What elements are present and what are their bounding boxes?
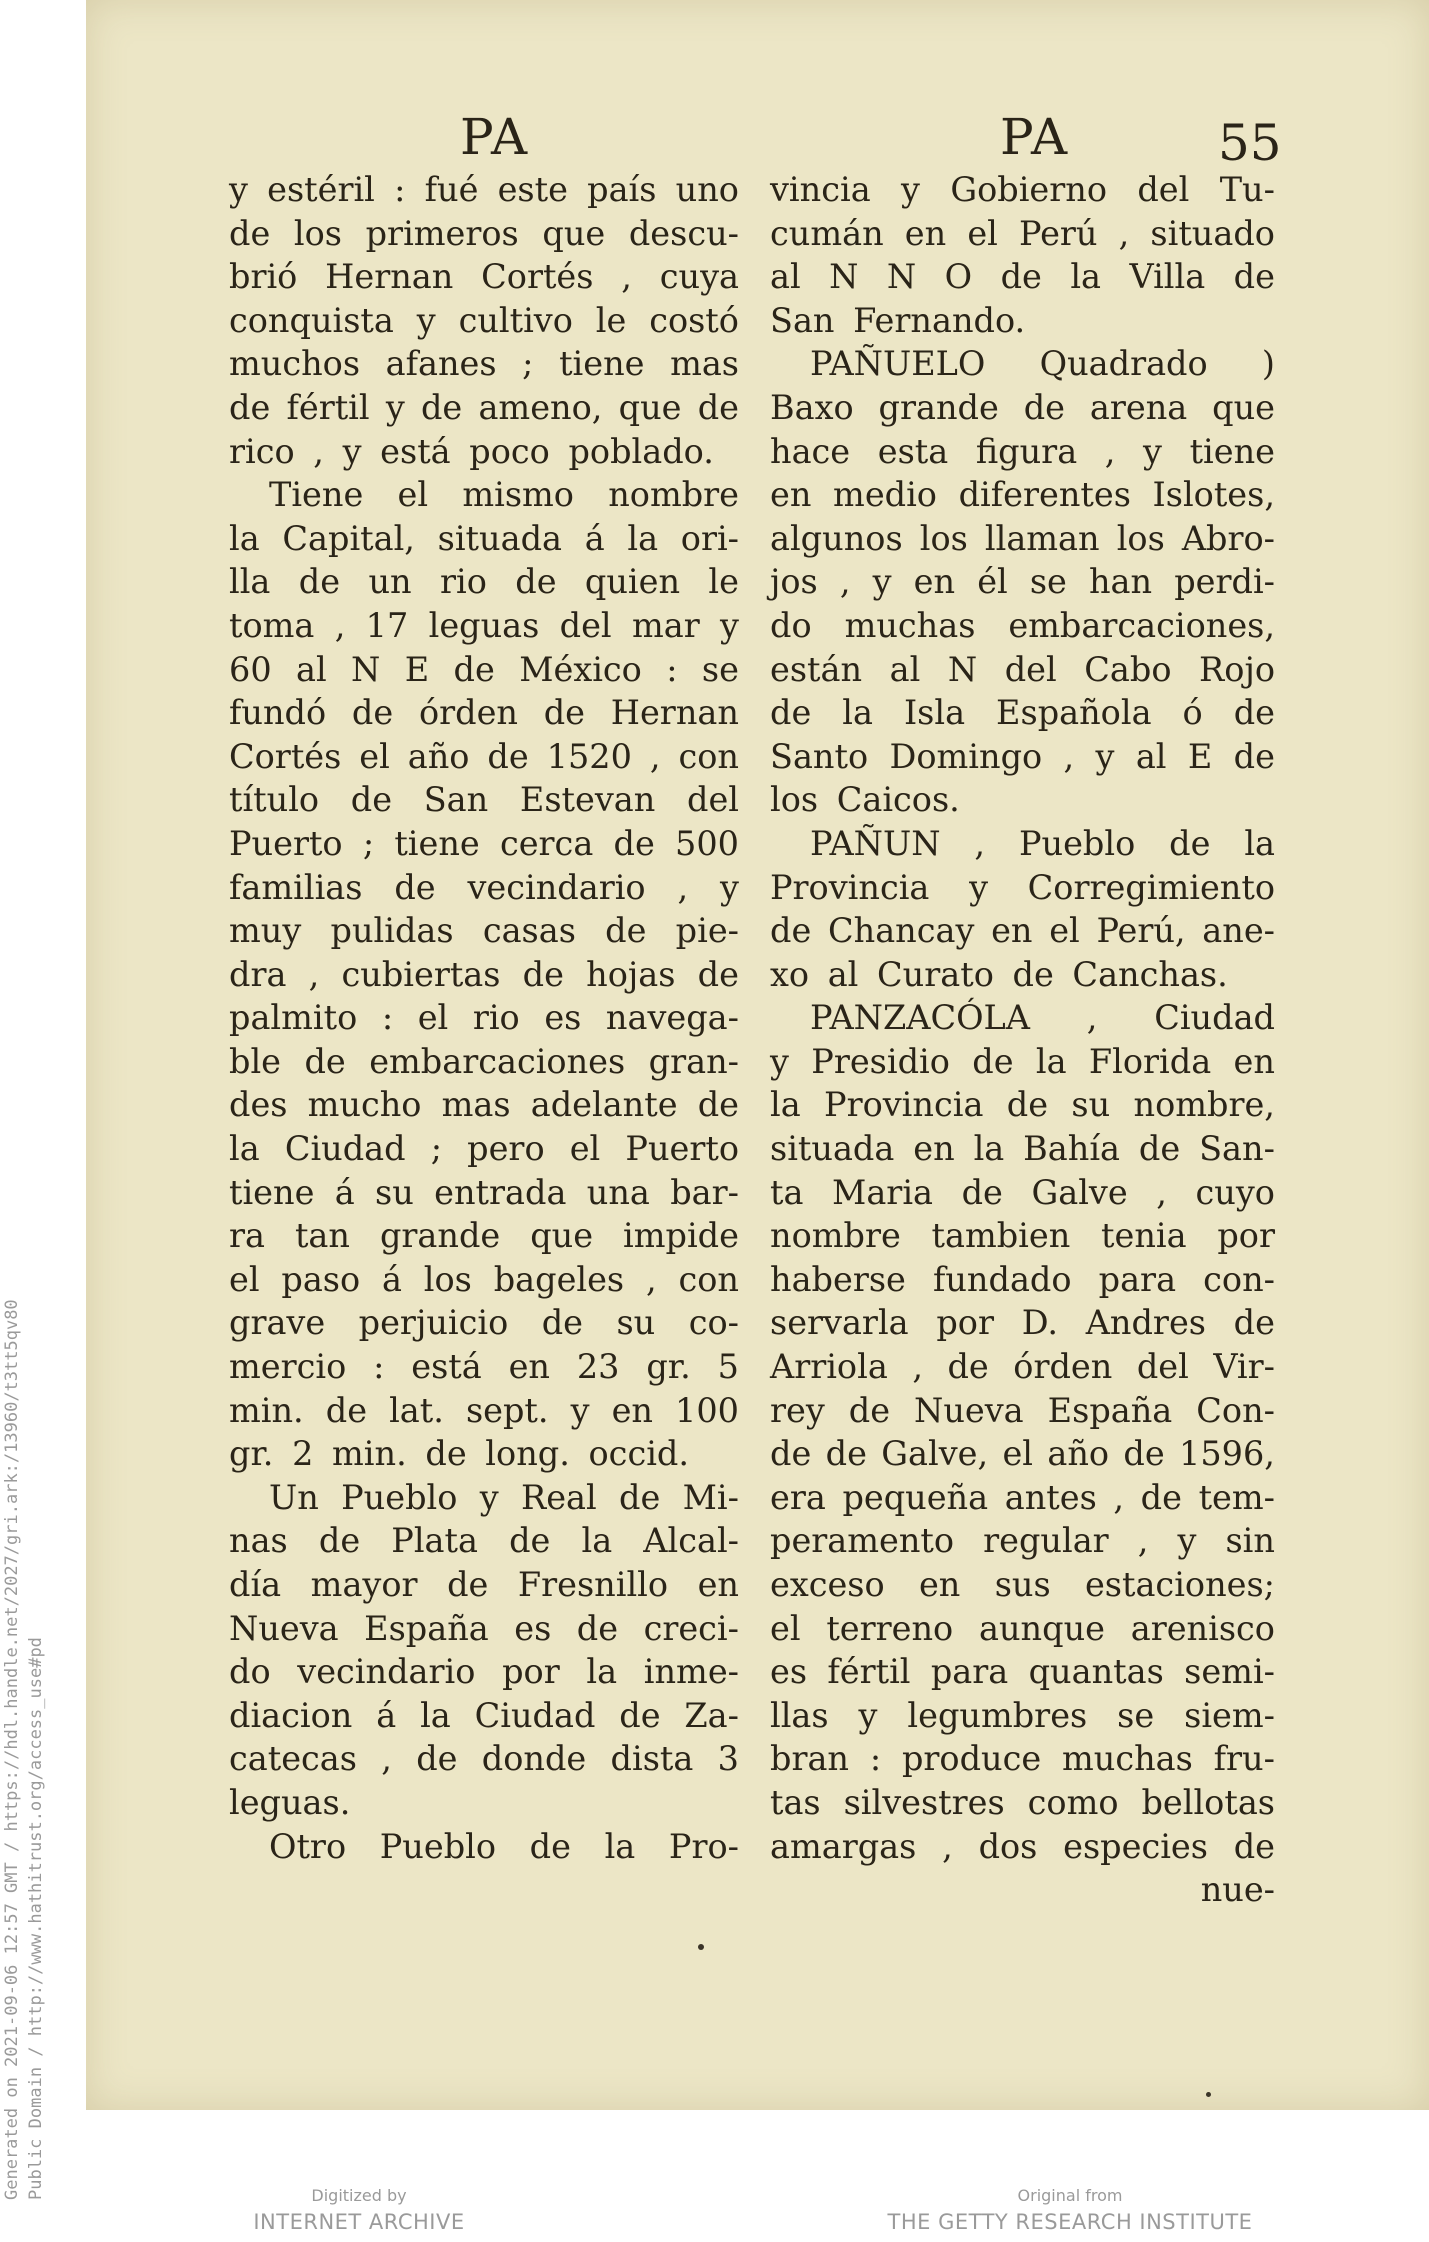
- text-line: brió Hernan Cortés , cuya: [229, 257, 739, 297]
- text-line: gr. 2 min. de long. occid.: [229, 1434, 690, 1474]
- text-line: Arriola , de órden del Vir-: [770, 1347, 1275, 1387]
- text-line: fundó de órden de Hernan: [229, 693, 739, 733]
- text-line: tiene á su entrada una bar-: [229, 1172, 739, 1212]
- text-line: y estéril : fué este país uno: [229, 170, 739, 209]
- digitized-by-label: Digitized by: [311, 2186, 407, 2205]
- text-line: la Ciudad ; pero el Puerto: [229, 1129, 739, 1169]
- text-line: do muchas embarcaciones,: [770, 605, 1275, 645]
- getty-institute-label: THE GETTY RESEARCH INSTITUTE: [887, 2210, 1253, 2234]
- text-line: hace esta figura , y tiene: [770, 431, 1275, 471]
- internet-archive-label: INTERNET ARCHIVE: [253, 2210, 465, 2234]
- text-line: de Chancay en el Perú, ane-: [770, 911, 1275, 951]
- text-line: de la Isla Española ó de: [770, 693, 1275, 733]
- text-line: llas y legumbres se siem-: [770, 1695, 1275, 1735]
- text-line: muchos afanes ; tiene mas: [229, 344, 739, 384]
- text-line: dra , cubiertas de hojas de: [229, 954, 739, 994]
- ink-speck: [1206, 2092, 1211, 2097]
- text-line: servarla por D. Andres de: [770, 1303, 1275, 1343]
- text-line: jos , y en él se han perdi-: [770, 562, 1275, 602]
- text-line: palmito : el rio es navega-: [229, 998, 739, 1038]
- text-line: al N N O de la Villa de: [770, 257, 1275, 297]
- left-text-column: [229, 168, 739, 1868]
- original-from-label: Original from: [1017, 2186, 1123, 2205]
- stamp-license-line: Public Domain / http://www.hathitrust.org/access_use#pd: [26, 1637, 46, 2200]
- text-line: Nueva España es de creci-: [229, 1608, 739, 1648]
- text-line: familias de vecindario , y: [229, 867, 739, 907]
- text-line: era pequeña antes , de tem-: [770, 1477, 1275, 1517]
- text-line: tas silvestres como bellotas: [770, 1782, 1275, 1822]
- text-line: el terreno aunque arenisco: [770, 1608, 1275, 1648]
- text-line: Baxo grande de arena que: [770, 387, 1275, 427]
- text-line: exceso en sus estaciones;: [770, 1565, 1275, 1604]
- text-line: nue-: [1200, 1870, 1275, 1910]
- text-line: la Capital, situada á la ori-: [229, 518, 739, 558]
- right-text-column: [770, 168, 1275, 1912]
- text-line: y Presidio de la Florida en: [770, 1041, 1275, 1081]
- text-line: nombre tambien tenia por: [770, 1216, 1275, 1256]
- text-line: peramento regular , y sin: [770, 1521, 1275, 1561]
- page-number: 55: [1218, 114, 1282, 172]
- text-line: haberse fundado para con-: [770, 1259, 1275, 1299]
- text-line: amargas , dos especies de: [770, 1826, 1275, 1866]
- text-line: leguas.: [229, 1782, 351, 1822]
- text-line: la Provincia de su nombre,: [770, 1085, 1275, 1125]
- hathitrust-stamp: [0, 1100, 48, 2200]
- text-line: es fértil para quantas semi-: [770, 1652, 1275, 1692]
- text-line: 60 al N E de México : se: [229, 649, 739, 689]
- text-line: min. de lat. sept. y en 100: [229, 1390, 739, 1430]
- text-line: des mucho mas adelante de: [229, 1085, 739, 1125]
- running-header-right: PA: [1000, 108, 1070, 166]
- text-line: Puerto ; tiene cerca de 500: [229, 823, 739, 863]
- text-line: vincia y Gobierno del Tu-: [770, 170, 1275, 209]
- text-line: el paso á los bageles , con: [229, 1259, 739, 1299]
- digitized-by-credit: [224, 2186, 494, 2234]
- text-line: San Fernando.: [770, 300, 1026, 340]
- text-line: de fértil y de ameno, que de: [229, 387, 739, 427]
- text-line: de los primeros que descu-: [229, 213, 739, 253]
- text-line: Santo Domingo , y al E de: [770, 736, 1275, 776]
- text-line: de de Galve, el año de 1596,: [770, 1434, 1275, 1474]
- text-line: están al N del Cabo Rojo: [770, 649, 1275, 689]
- text-line: grave perjuicio de su co-: [229, 1303, 739, 1343]
- text-line: ta Maria de Galve , cuyo: [770, 1172, 1275, 1212]
- text-line: lla de un rio de quien le: [229, 562, 739, 602]
- text-line: PAÑUELO Quadrado ): [810, 344, 1275, 384]
- text-line: ble de embarcaciones gran-: [229, 1041, 739, 1081]
- text-line: conquista y cultivo le costó: [229, 300, 739, 340]
- text-line: día mayor de Fresnillo en: [229, 1565, 739, 1604]
- text-line: PAÑUN , Pueblo de la: [810, 823, 1275, 863]
- text-line: los Caicos.: [770, 780, 960, 820]
- text-line: Otro Pueblo de la Pro-: [269, 1826, 739, 1866]
- original-from-credit: [860, 2186, 1280, 2234]
- text-line: ra tan grande que impide: [229, 1216, 739, 1256]
- text-line: Tiene el mismo nombre: [269, 475, 739, 515]
- text-line: toma , 17 leguas del mar y: [229, 605, 739, 645]
- text-line: título de San Estevan del: [229, 780, 739, 820]
- text-line: algunos los llaman los Abro-: [770, 518, 1275, 558]
- text-line: cumán en el Perú , situado: [770, 213, 1275, 253]
- text-line: situada en la Bahía de San-: [770, 1129, 1275, 1169]
- text-line: diacion á la Ciudad de Za-: [229, 1695, 739, 1735]
- text-line: rico , y está poco poblado.: [229, 431, 714, 471]
- ink-speck: [698, 1944, 704, 1950]
- running-header-left: PA: [460, 108, 530, 166]
- text-line: catecas , de donde dista 3: [229, 1739, 739, 1779]
- text-line: bran : produce muchas fru-: [770, 1739, 1275, 1779]
- text-line: rey de Nueva España Con-: [770, 1390, 1275, 1430]
- text-line: mercio : está en 23 gr. 5: [229, 1347, 739, 1387]
- text-line: do vecindario por la inme-: [229, 1652, 739, 1692]
- stamp-generated-line: Generated on 2021-09-06 12:57 GMT / https://hdl.handle.net/2027/gri.ark:/13960/t3tt5qv80: [2, 1299, 22, 2200]
- text-line: xo al Curato de Canchas.: [770, 954, 1228, 994]
- text-line: en medio diferentes Islotes,: [770, 475, 1275, 515]
- text-line: muy pulidas casas de pie-: [229, 911, 739, 951]
- text-line: Provincia y Corregimiento: [770, 867, 1275, 907]
- text-line: nas de Plata de la Alcal-: [229, 1521, 739, 1561]
- text-line: Cortés el año de 1520 , con: [229, 736, 739, 776]
- text-line: Un Pueblo y Real de Mi-: [269, 1477, 739, 1517]
- text-line: PANZACÓLA , Ciudad: [810, 998, 1275, 1038]
